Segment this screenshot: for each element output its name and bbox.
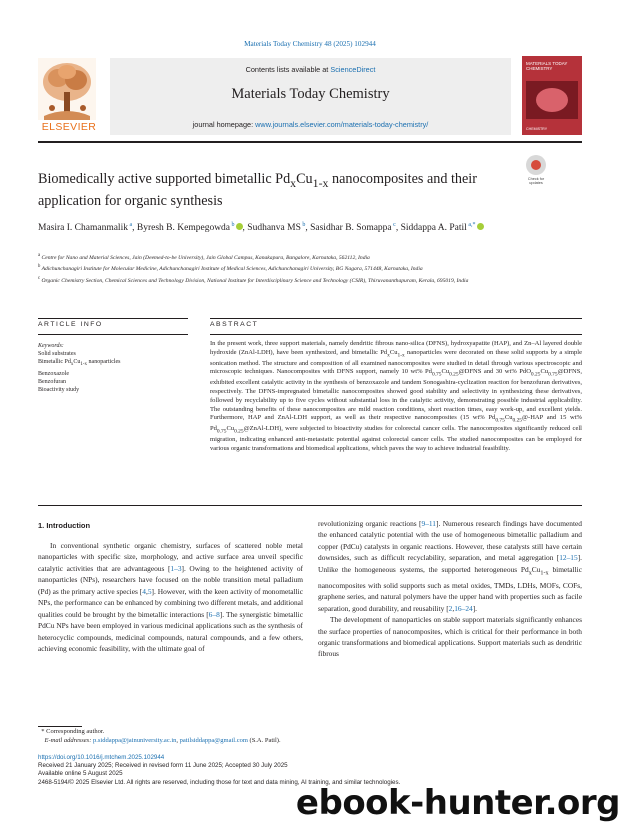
cover-footer: CHEMISTRY — [526, 127, 548, 131]
abstract-rule — [210, 318, 582, 319]
reference-link[interactable]: 4 — [142, 586, 146, 596]
reference-link[interactable]: 1–3 — [170, 563, 182, 573]
cover-title: MATERIALS TODAY CHEMISTRY — [526, 61, 568, 71]
email-link-1[interactable]: p.siddappa@jainuniversity.ac.in — [93, 737, 177, 744]
abstract-bottom-rule — [38, 505, 582, 506]
introduction-heading: 1. Introduction — [38, 521, 91, 530]
keywords-block — [38, 342, 188, 394]
keyword-item: Bioactivity study — [38, 387, 80, 394]
corresponding-label: Corresponding author. — [46, 728, 105, 735]
journal-masthead — [38, 56, 582, 135]
author-name[interactable]: Sasidhar B. Somappa — [310, 223, 392, 234]
doi-link[interactable]: https://doi.org/10.1016/j.mtchem.2025.102944 — [38, 754, 165, 761]
email-link-2[interactable]: patilsiddappa@gmail.com — [179, 737, 248, 744]
body-column-right: revolutionizing organic reactions [9–11]. Numerous research findings have documented the enhanced catalytic potential with the use of homogeneous bimetallic palladium and copper (PdCu) catalysts in organic reactions. However, these catalysts still have certain downsides, such as difficult recyclability, separation, and metal aggregation [12–15]. Unlike the homogeneous systems, the supported heterogeneous $Pd_xCu_{1-x}$ bimetallic nanocomposites with solid supports such as metal oxides, TMDs, LDHs, MOFs, COFs, graphene series, and natural polymers have the upper hand with properties such as facile separation, good durability, and reusability [2,16–24]. The development of nanoparticles on stable support materials significantly enhances the surface properties of nanocomposites, which is critical for their performance in both organic transformations and biomedical applications. Support materials such as dendritic fibrous — [318, 519, 582, 659]
check-for-updates-badge[interactable] — [522, 155, 550, 186]
email-note — [38, 736, 338, 745]
reference-link[interactable]: 2 — [448, 603, 453, 613]
affiliation-marker: b — [38, 264, 41, 270]
keyword-item: Benzofuran — [38, 379, 66, 385]
reference-link[interactable]: 9–11 — [421, 519, 437, 528]
info-rule — [38, 318, 188, 319]
copyright-line: 2468-5194/© 2025 Elsevier Ltd. All rights are reserved, including those for text and data mining, AI training, and similar technologies. — [38, 778, 401, 786]
author-affiliation-marker[interactable]: b — [230, 222, 235, 228]
author-name[interactable]: Byresh B. Kempegowda — [136, 223, 231, 234]
keyword-item: Benzoxazole — [38, 370, 69, 377]
elsevier-tree-icon — [38, 58, 96, 120]
homepage-prefix: journal homepage: — [192, 120, 256, 129]
author-name[interactable]: Sudhanva MS — [247, 223, 301, 234]
journal-name: Materials Today Chemistry — [231, 86, 390, 102]
author-affiliation-marker[interactable]: b — [300, 222, 306, 228]
reference-link[interactable]: 5 — [147, 586, 152, 596]
homepage-line — [110, 120, 511, 129]
keywords-label: Keywords: — [38, 343, 64, 349]
affiliation-item: $^b$ Adichunchanagiri Institute for Molecular Medicine, Adichunchanagiri Institute of Medical Sciences, Adichunchanagiri University, BG Nagara, 571448, Karnataka, India — [38, 264, 423, 273]
author-affiliation-marker[interactable]: c — [391, 222, 396, 228]
elsevier-wordmark: ELSEVIER — [41, 121, 97, 133]
article-title: Biomedically active supported bimetallic $Pd_xCu_{1-x}$ nanocomposites and their application for organic synthesis — [38, 171, 477, 209]
email-separator: , — [176, 737, 180, 744]
email-label: E-mail addresses: — [44, 737, 92, 744]
affiliations — [38, 252, 548, 286]
keyword-item: Solid substrates — [38, 351, 76, 358]
sciencedirect-link[interactable]: ScienceDirect — [330, 65, 376, 74]
affiliation-marker: c — [38, 275, 41, 281]
header-divider — [38, 141, 582, 143]
watermark-text: ebook-hunter.org — [295, 783, 620, 823]
contents-prefix: Contents lists available at — [245, 65, 331, 74]
orcid-icon[interactable] — [236, 223, 243, 230]
journal-cover-thumbnail[interactable] — [522, 56, 582, 135]
journal-citation[interactable]: Materials Today Chemistry 48 (2025) 102944 — [244, 40, 376, 48]
info-rule-2 — [38, 334, 188, 335]
online-date: Available online 5 August 2025 — [38, 770, 123, 778]
keyword-item: Bimetallic $Pd_xCu_{1-x}$ nanoparticles — [38, 359, 121, 368]
abstract-heading: ABSTRACT — [210, 321, 259, 328]
keywords-list — [38, 350, 188, 394]
contents-line — [110, 65, 511, 74]
article-info-heading: ARTICLE INFO — [38, 321, 103, 328]
affiliation-item: $^a$ Centre for Nano and Material Sciences, Jain (Deemed-to-be University), Jain Global Campus, Kanakapura, Bangalore, Karnataka, 562112, India — [38, 253, 370, 261]
reference-link[interactable]: 6–8 — [208, 609, 220, 619]
author-affiliation-marker[interactable]: a — [127, 222, 133, 228]
author-list: Masira I. Chamanmalik $^a$, Byresh B. Kempegowda $^b$ , Sudhanva MS $^b$, Sasidhar B. Somappa $^c$, Siddappa A. Patil $^{a,*}$ — [38, 218, 558, 236]
cover-art-circle — [536, 88, 568, 112]
article-metadata — [38, 754, 578, 787]
affiliation-item: $^c$ Organic Chemistry Section, Chemical Sciences and Technology Division, National Institute for Interdisciplinary Science and Technology (CSIR), Thiruvananthapuram, Kerala, 695019, India — [38, 275, 469, 284]
author-name[interactable]: Siddappa A. Patil — [400, 223, 467, 234]
reference-link[interactable]: 12–15 — [559, 553, 578, 563]
elsevier-logo[interactable] — [38, 58, 100, 135]
affiliation-marker: a — [38, 253, 41, 258]
footnotes — [38, 727, 338, 745]
reference-link[interactable]: 16–24 — [454, 603, 473, 613]
journal-homepage-link[interactable]: www.journals.elsevier.com/materials-today-chemistry/ — [255, 120, 429, 129]
orcid-icon[interactable] — [477, 223, 484, 230]
check-updates-label: Check for updates — [527, 177, 545, 186]
abstract-text: In the present work, three support materials, namely dendritic fibrous nano-silica (DFNS), hydroxyapatite (HAP), and Zn–Al layered double hydroxide (ZnAl-LDH), have been synthesized, and bimetallic $Pd_xCu_{1-x}$ nanoparticles were decorated on these solid supports by a simple sonication method. The structure and composition of all examined nanocomposites were studied in detail through various spectroscopic and microscopic techniques. Nanocomposites with DFNS support, namely 10 wt% $Pd_{0.75}Cu_{0.25}@DFNS$ and 30 wt% $PdO_{0.25}Cu_{0.75}@DFNS$, exhibited excellent catalytic activity in the synthesis of benzoxazole and tandem Sonogashira-cyclization reaction for benzofuran derivatives, respectively. The DFNS-impregnated bimetallic nanocomposites showed good stability and selectivity in synthesizing these derivatives, followed by recyclability up to five cycles without substantial loss in the catalytic activity, demonstrating possible industrial applicability. The outstanding benefits of these nanocomposites are mild reaction conditions, short reaction times, easy work-up, and excellent yields. Furthermore, HAP and ZnAl-LDH support, as well as their respective nanocomposites (15 wt% $Pd_{0.75}Cu_{0.25}@$-HAP and 15 wt% $Pd_{0.75}Cu_{0.25}@ZnAl-LDH$), were subjected to bioactivity studies for colorectal cancer cells. The nanocomposites significantly reduced cell migration, indicating enhanced anti-metastatic potential against colorectal cancer cells. The studied nanocomposites can be employed for various organic transformations and biomedical applications, which paves the way to achieve industrial feasibility. — [210, 340, 582, 452]
author-name[interactable]: Masira I. Chamanmalik — [38, 223, 128, 234]
received-dates: Received 21 January 2025; Received in revised form 11 June 2025; Accepted 30 July 2025 — [38, 762, 288, 770]
corresponding-note: * Corresponding author. — [38, 728, 105, 735]
body-column-left: In conventional synthetic organic chemistry, surfaces of scattered noble metal nanoparticles with specific size, morphology, and active surface area unveil specific catalytic activities that are advantageous [1–3]. Owing to the heightened activity of nanoparticles (NPs), researchers have focused on the noble transition metal palladium (Pd) as the primary active species [4,5]. However, with the keen activity of monometallic NPs, the performance can be enhanced by combining two different metals, and additional qualities could be brought by the bimetallic interactions [6–8]. The synergistic bimetallic PdCu NPs have been employed in various medicinal applications such as the synthesis of heterocyclic compounds, medicinal compounds, natural compounds, and a few others, achieving economic feasibility, with the ultimate goal of — [38, 541, 304, 654]
email-suffix: (S.A. Patil). — [247, 737, 281, 744]
author-affiliation-marker[interactable]: a,* — [466, 222, 476, 228]
abstract-rule-2 — [210, 334, 582, 335]
check-updates-icon — [526, 155, 546, 175]
journal-header-box — [110, 58, 511, 135]
